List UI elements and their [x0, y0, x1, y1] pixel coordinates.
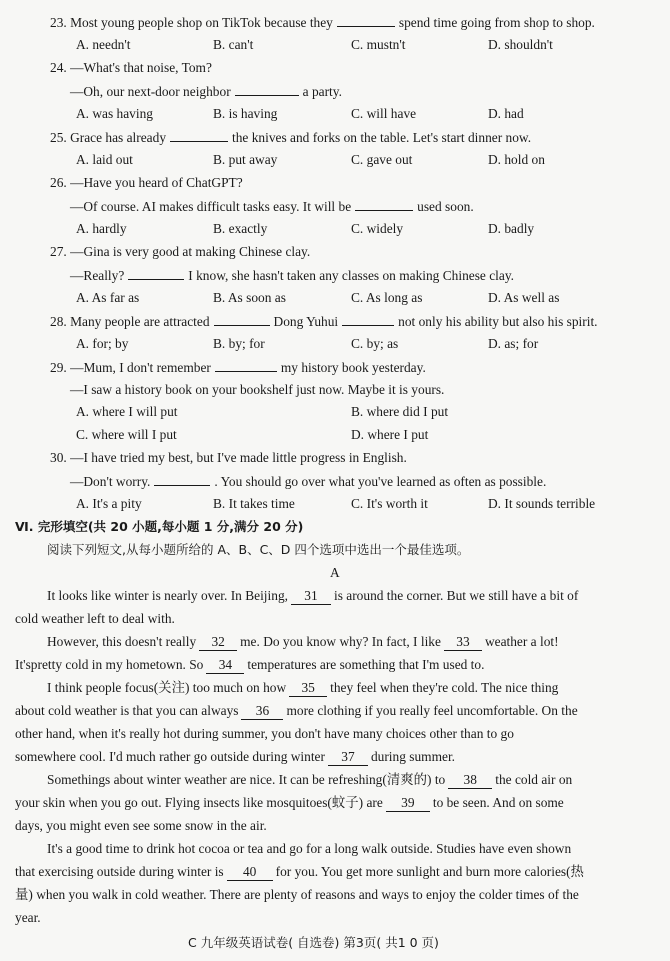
- question-30: [50, 448, 407, 468]
- passage-text: they feel when they're cold. The nice thing: [330, 680, 559, 695]
- question-text: Many people are attracted: [70, 314, 210, 329]
- passage-line: cold weather left to deal with.: [15, 611, 175, 626]
- question-23: [50, 12, 595, 33]
- question-27: [50, 242, 310, 262]
- option: A. was having: [76, 106, 153, 121]
- option: A. laid out: [76, 152, 133, 167]
- question-text: Grace has already: [70, 130, 167, 145]
- option: C. widely: [351, 221, 404, 236]
- option: D. had: [488, 106, 524, 121]
- question-text: —Of course. AI makes difficult tasks easy. It will be: [70, 199, 352, 214]
- option: B. put away: [213, 152, 278, 167]
- passage-line: year.: [15, 910, 41, 925]
- passage-line: 量) when you walk in cold weather. There are plenty of reasons and ways to enjoy the colder times of the: [15, 887, 579, 902]
- blank-40: 40: [227, 864, 273, 881]
- passage-line: [15, 701, 578, 721]
- question-24: [50, 58, 212, 78]
- question-text: Dong Yuhui: [273, 314, 339, 329]
- option: D. as; for: [488, 336, 539, 351]
- passage-text: your skin when you go out. Flying insects like mosquitoes(蚊子) are: [15, 795, 383, 810]
- passage-line: [15, 862, 584, 882]
- question-text: not only his ability but also his spirit.: [398, 314, 598, 329]
- question-30-line2: [70, 471, 546, 492]
- passage-line: [15, 655, 484, 675]
- question-text: used soon.: [417, 199, 474, 214]
- passage-text: It'spretty cold in my hometown. So: [15, 657, 204, 672]
- question-29-line2: —I saw a history book on your bookshelf just now. Maybe it is yours.: [70, 382, 445, 397]
- option: B. is having: [213, 106, 278, 121]
- option: D. shouldn't: [488, 37, 553, 52]
- option: C. mustn't: [351, 37, 406, 52]
- question-text: —Oh, our next-door neighbor: [70, 84, 231, 99]
- passage-text: to be seen. And on some: [432, 795, 564, 810]
- option: D. hold on: [488, 152, 545, 167]
- option: C. It's worth it: [351, 496, 428, 511]
- option: D. where I put: [351, 427, 429, 442]
- passage-line: [47, 678, 558, 698]
- answer-blank: [215, 357, 277, 372]
- passage-text: somewhere cool. I'd much rather go outside during winter: [15, 749, 325, 764]
- question-text: —I have tried my best, but I've made little progress in English.: [70, 450, 407, 465]
- question-text: —Have you heard of ChatGPT?: [70, 175, 243, 190]
- question-28: [50, 311, 598, 332]
- question-number: 25.: [50, 130, 67, 145]
- passage-text: I think people focus(关注) too much on how: [47, 680, 287, 695]
- question-text: my history book yesterday.: [280, 360, 426, 375]
- passage-text: me. Do you know why? In fact, I like: [240, 634, 441, 649]
- question-26-line2: [70, 196, 474, 217]
- option: A. hardly: [76, 221, 127, 236]
- question-text: —Really?: [70, 268, 125, 283]
- passage-line: [15, 793, 564, 813]
- option: C. by; as: [351, 336, 399, 351]
- passage-text: is around the corner. But we still have a bit of: [334, 588, 579, 603]
- answer-blank: [355, 196, 413, 211]
- blank-34: 34: [206, 657, 244, 674]
- question-text: I know, she hasn't taken any classes on making Chinese clay.: [188, 268, 514, 283]
- passage-line: other hand, when it's really hot during summer, you don't have many choices other than to go: [15, 726, 514, 741]
- question-text: the knives and forks on the table. Let's start dinner now.: [232, 130, 532, 145]
- option: A. for; by: [76, 336, 129, 351]
- passage-line: It's a good time to drink hot cocoa or tea and go for a long walk outside. Studies have even shown: [47, 841, 572, 856]
- option: B. exactly: [213, 221, 268, 236]
- section-instruction: 阅读下列短文,从每小题所给的 A、B、C、D 四个选项中选出一个最佳选项。: [47, 542, 470, 557]
- question-text: —Mum, I don't remember: [70, 360, 211, 375]
- question-number: 23.: [50, 15, 67, 30]
- answer-blank: [214, 311, 270, 326]
- passage-text: for you. You get more sunlight and burn more calories(热: [275, 864, 584, 879]
- question-29: [50, 357, 426, 378]
- option: C. where will I put: [76, 427, 177, 442]
- blank-38: 38: [448, 772, 492, 789]
- answer-blank: [342, 311, 394, 326]
- blank-39: 39: [386, 795, 430, 812]
- question-24-line2: [70, 81, 342, 102]
- passage-text: temperatures are something that I'm used to.: [247, 657, 485, 672]
- page-footer: C 九年级英语试卷( 自选卷) 第3页( 共1 0 页): [188, 935, 439, 950]
- answer-blank: [337, 12, 395, 27]
- blank-35: 35: [289, 680, 327, 697]
- passage-text: It looks like winter is nearly over. In Beijing,: [47, 588, 288, 603]
- question-number: 28.: [50, 314, 67, 329]
- passage-text: about cold weather is that you can always: [15, 703, 239, 718]
- question-text: —Don't worry.: [70, 474, 151, 489]
- option: D. It sounds terrible: [488, 496, 596, 511]
- blank-37: 37: [328, 749, 368, 766]
- question-text: —What's that noise, Tom?: [70, 60, 212, 75]
- question-number: 27.: [50, 244, 67, 259]
- blank-32: 32: [199, 634, 237, 651]
- question-number: 30.: [50, 450, 67, 465]
- answer-blank: [235, 81, 299, 96]
- passage-text: more clothing if you really feel uncomfortable. On the: [286, 703, 578, 718]
- question-text: . You should go over what you've learned as often as possible.: [214, 474, 547, 489]
- passage-line: [47, 632, 559, 652]
- section-heading: Ⅵ. 完形填空(共 20 小题,每小题 1 分,满分 20 分): [15, 519, 304, 534]
- blank-36: 36: [241, 703, 283, 720]
- passage-line: [47, 586, 578, 606]
- passage-line: [47, 770, 572, 790]
- option: A. As far as: [76, 290, 140, 305]
- option: D. As well as: [488, 290, 560, 305]
- question-text: spend time going from shop to shop.: [398, 15, 595, 30]
- option: B. can't: [213, 37, 254, 52]
- option: A. It's a pity: [76, 496, 142, 511]
- question-number: 29.: [50, 360, 67, 375]
- answer-blank: [154, 471, 210, 486]
- passage-text: that exercising outside during winter is: [15, 864, 224, 879]
- passage-text: Somethings about winter weather are nice. It can be refreshing(清爽的) to: [47, 772, 446, 787]
- option: B. As soon as: [213, 290, 286, 305]
- passage-text: weather a lot!: [484, 634, 559, 649]
- option: A. where I will put: [76, 404, 178, 419]
- question-text: a party.: [302, 84, 342, 99]
- answer-blank: [170, 127, 228, 142]
- question-number: 26.: [50, 175, 67, 190]
- question-25: [50, 127, 531, 148]
- passage-text: However, this doesn't really: [47, 634, 197, 649]
- option: A. needn't: [76, 37, 131, 52]
- question-26: [50, 173, 243, 193]
- passage-text: the cold air on: [495, 772, 573, 787]
- option: B. where did I put: [351, 404, 449, 419]
- blank-31: 31: [291, 588, 331, 605]
- passage-title: A: [330, 565, 340, 580]
- option: B. It takes time: [213, 496, 295, 511]
- option: C. As long as: [351, 290, 423, 305]
- answer-blank: [128, 265, 184, 280]
- option: D. badly: [488, 221, 535, 236]
- question-number: 24.: [50, 60, 67, 75]
- option: C. gave out: [351, 152, 413, 167]
- question-text: —Gina is very good at making Chinese clay.: [70, 244, 311, 259]
- question-27-line2: [70, 265, 514, 286]
- passage-line: days, you might even see some snow in the air.: [15, 818, 267, 833]
- passage-text: during summer.: [370, 749, 456, 764]
- question-text: Most young people shop on TikTok because they: [70, 15, 333, 30]
- option: B. by; for: [213, 336, 265, 351]
- option: C. will have: [351, 106, 417, 121]
- passage-line: [15, 747, 455, 767]
- blank-33: 33: [444, 634, 482, 651]
